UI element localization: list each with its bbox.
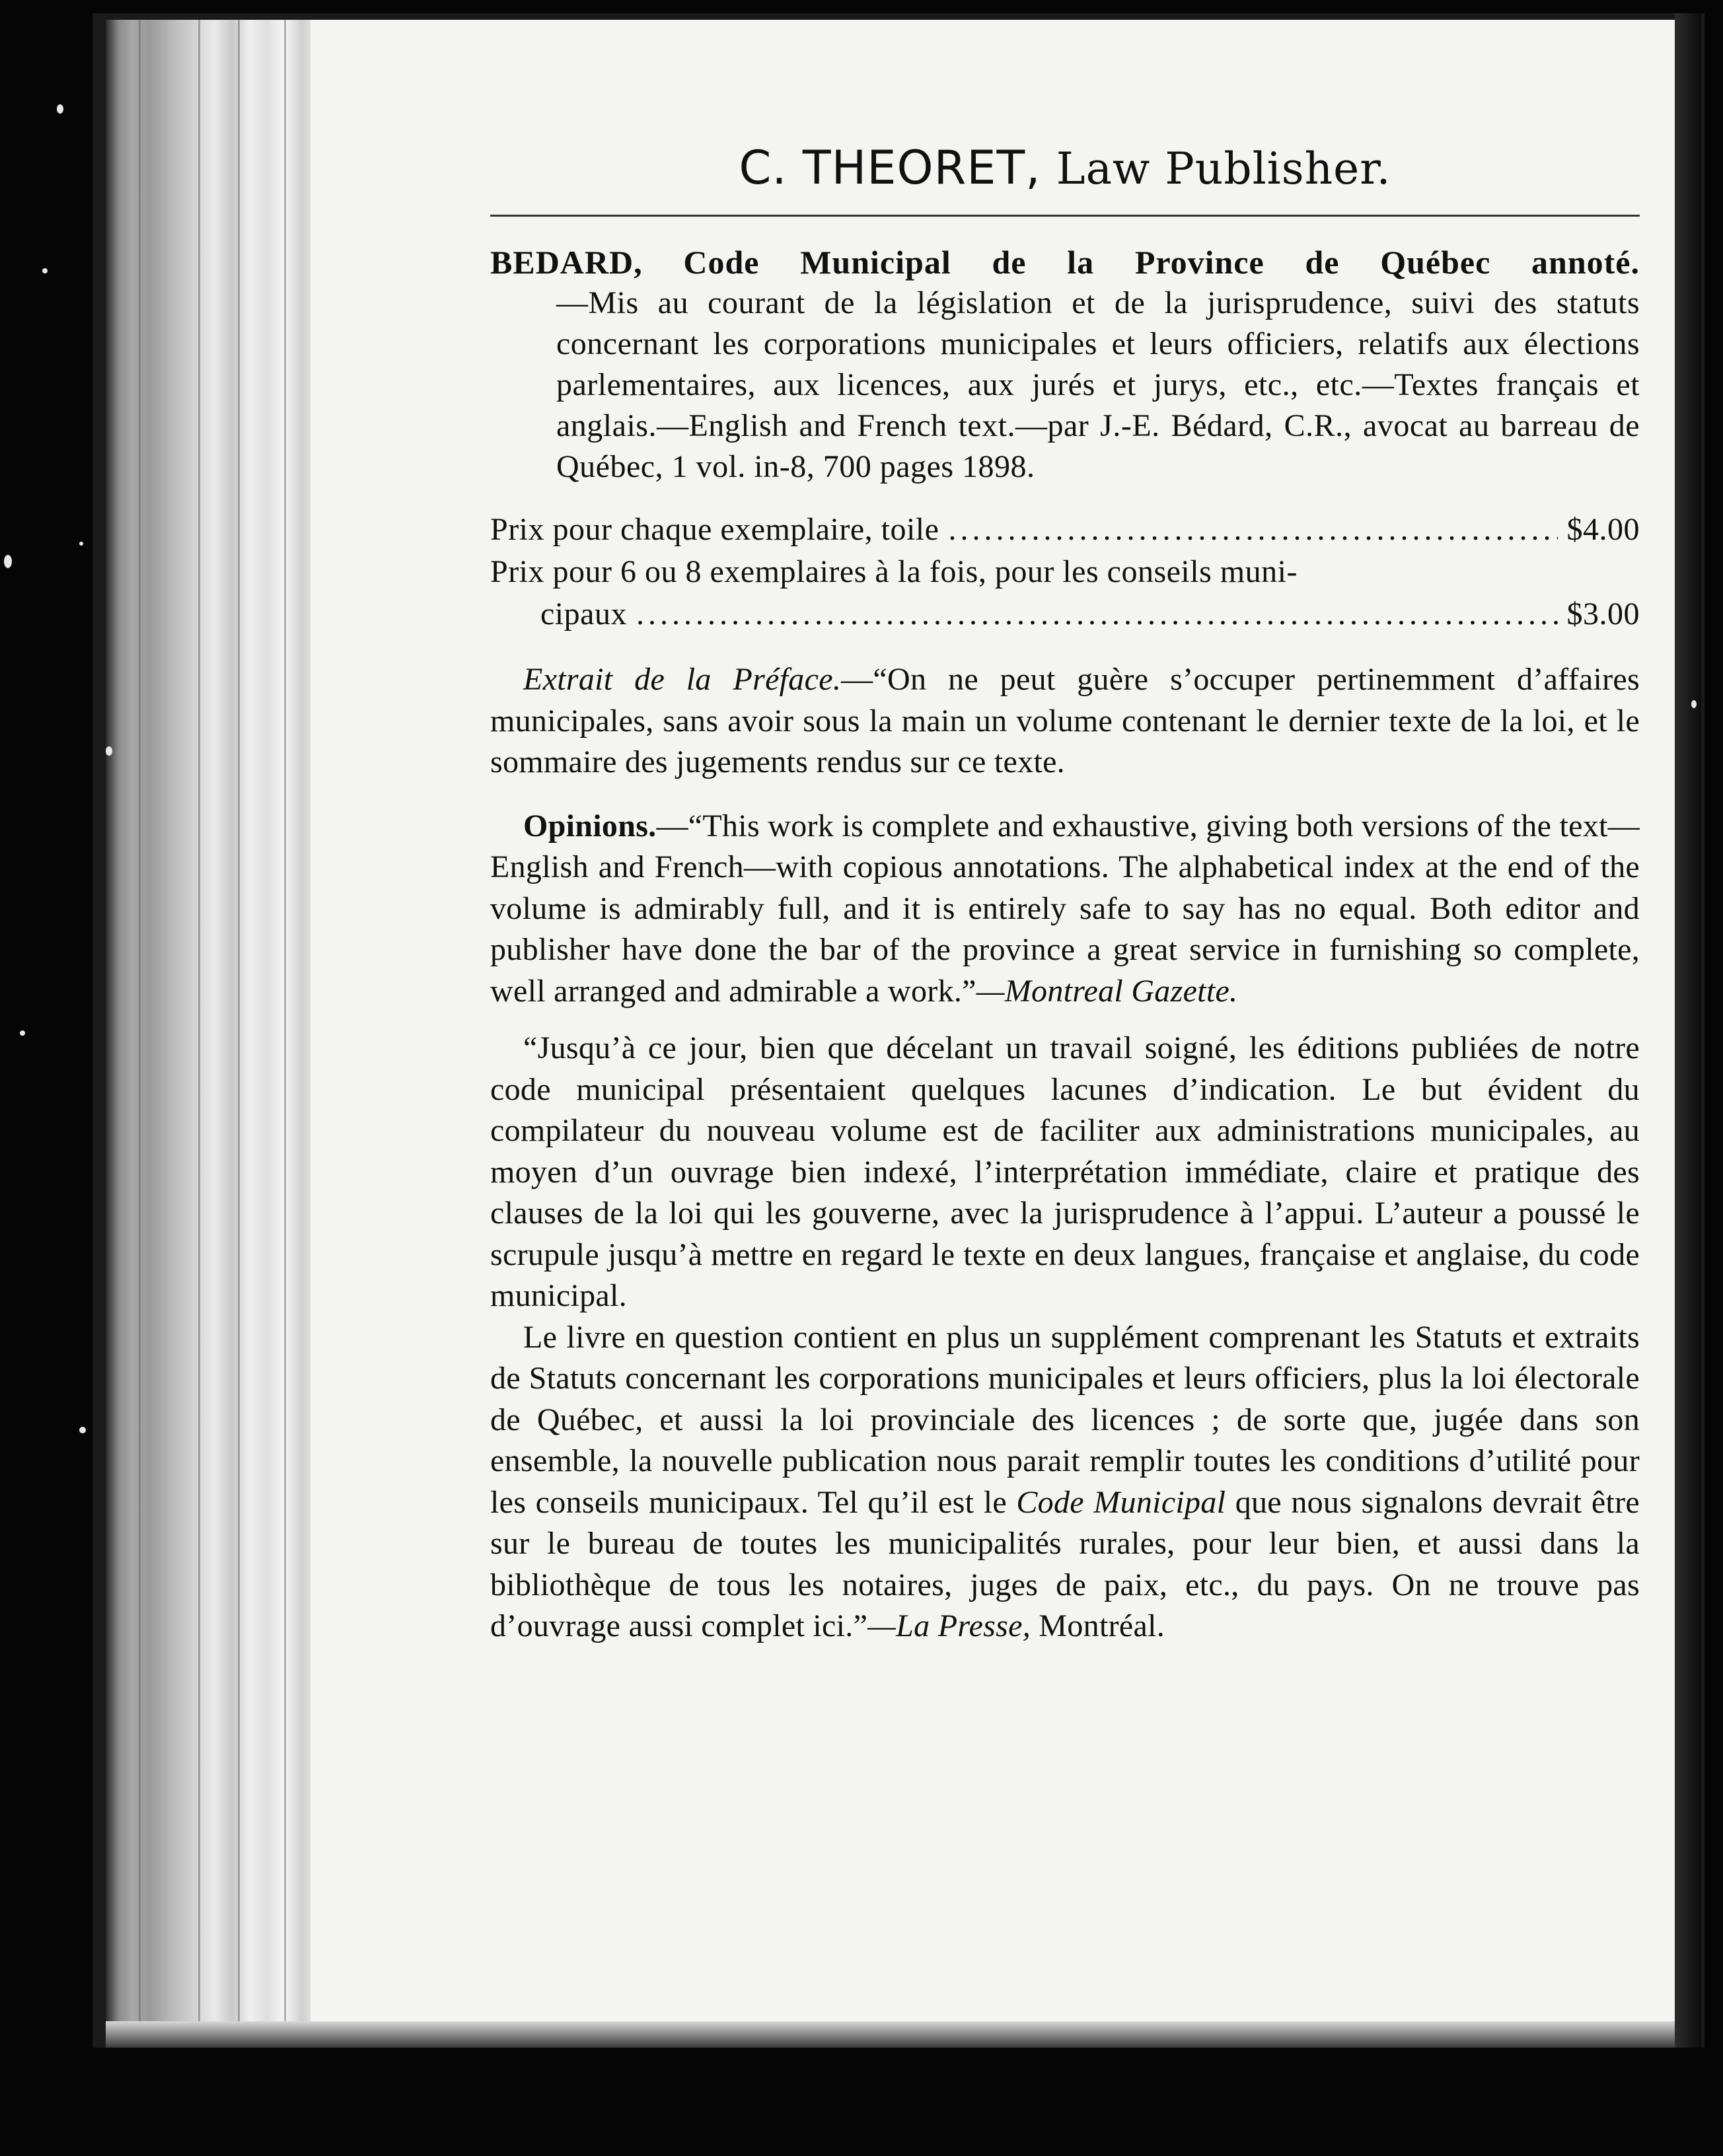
- dot-leader: [636, 593, 1558, 635]
- scan-speck: [20, 1030, 25, 1036]
- price-label: Prix pour chaque exemplaire, toile: [490, 512, 939, 547]
- preface-lead: Extrait de la Préface.: [523, 662, 842, 697]
- book-right-edge: [1675, 13, 1701, 2048]
- presse-source: —La Presse,: [867, 1608, 1031, 1643]
- page-edge-line: [198, 20, 200, 2041]
- opinions-text: —“This work is complete and exhaustive, giving both versions of the text—English and French—with copious annotations. The alphabetical index at the end of the volume is admirably full, and it is entirely safe to say has no equal. Both editor and publisher have done the bar of the province a great service in furnishing so complete, well arranged and admirable a work.”: [490, 808, 1640, 1009]
- presse-text-a: Le livre en question contient en plus un supplément comprenant les Statuts et extraits de Statuts concernant les corporations municipales et leurs officiers, plus la loi électorale de Québec, et aussi la loi provinciale des licences ; de sorte que, jugée dans son ensemble, la nouvelle publication nous parait remplir toutes les conditions d’utilité pour les conseils municipaux. Tel qu’il est le: [490, 1319, 1640, 1520]
- price-list: [490, 509, 1640, 635]
- code-municipal-title: Code Municipal: [1016, 1484, 1226, 1520]
- page-edge-line: [238, 20, 240, 2041]
- publisher-name: C. THEORET,: [739, 141, 1041, 195]
- scan-speck: [106, 746, 112, 756]
- dot-leader: [948, 509, 1557, 551]
- presse-city: Montréal.: [1031, 1608, 1165, 1643]
- price-row: [490, 551, 1640, 593]
- scan-speck: [1691, 700, 1697, 708]
- scan-speck: [57, 104, 63, 114]
- price-row: [490, 593, 1640, 635]
- scan-speck: [42, 268, 48, 273]
- scan-speck: [79, 542, 83, 546]
- opinions-paragraph: [490, 806, 1640, 1013]
- presse-paragraph-1: “Jusqu’à ce jour, bien que décelant un travail soigné, les éditions publiées de notre code municipal présentaient quelques lacunes d’indication. Le but évident du compilateur du nouveau volume est de faciliter aux administrations municipales, au moyen d’un ouvrage bien indexé, l’interprétation immédiate, claire et pratique des clauses de la loi qui les gouverne, avec la jurisprudence à l’appui. L’auteur a poussé le scrupule jusqu’à mettre en regard le texte en deux langues, française et anglaise, du code municipal.: [490, 1030, 1640, 1313]
- entry-description: —Mis au courant de la législation et de la jurisprudence, suivi des statuts concernant les corporations municipales et leurs officiers, relatifs aux élections parlementaires, aux licences, aux jurés et jurys, etc., etc.—Textes français et anglais.—English and French text.—par J.-E. Bédard, C.R., avocat au barreau de Québec, 1 vol. in-8, 700 pages 1898.: [556, 285, 1640, 484]
- price-value: $4.00: [1566, 512, 1640, 547]
- price-row: [490, 509, 1640, 551]
- preface-text: —“On ne peut guère s’occuper pertinemment d’affaires municipales, sans avoir sous la main un volume contenant le dernier texte de la loi, et le sommaire des jugements rendus sur ce texte.: [490, 662, 1640, 779]
- page-bottom-edge: [106, 2021, 1685, 2048]
- scan-speck: [4, 555, 12, 568]
- running-header: [490, 135, 1640, 200]
- presse-text-b: que nous signalons devrait être sur le bureau de toutes les municipalités rurales, pour leur bien, et aussi dans la bibliothèque de tous les notaires, juges de paix, etc., du pays. On ne trouve pas d’ouvrage aussi complet ici.”: [490, 1484, 1640, 1643]
- preface-extract: [490, 659, 1640, 783]
- price-value: $3.00: [1566, 596, 1640, 631]
- opinions-source: —Montreal Gazette.: [976, 973, 1238, 1009]
- header-rule: [490, 215, 1640, 217]
- page-text: [490, 135, 1640, 1647]
- entry-title: BEDARD, Code Municipal de la Province de Québec annoté.: [490, 244, 1640, 281]
- price-label: cipaux: [540, 596, 627, 631]
- page-edge-line: [139, 20, 141, 2041]
- publisher-role: Law Publisher.: [1056, 143, 1391, 194]
- page-edge-line: [284, 20, 286, 2041]
- opinions-lead: Opinions.: [523, 808, 657, 844]
- price-label: Prix pour 6 ou 8 exemplaires à la fois, pour les conseils muni-: [490, 554, 1298, 589]
- presse-paragraph-2: [490, 1317, 1640, 1647]
- scan-speck: [79, 1427, 86, 1433]
